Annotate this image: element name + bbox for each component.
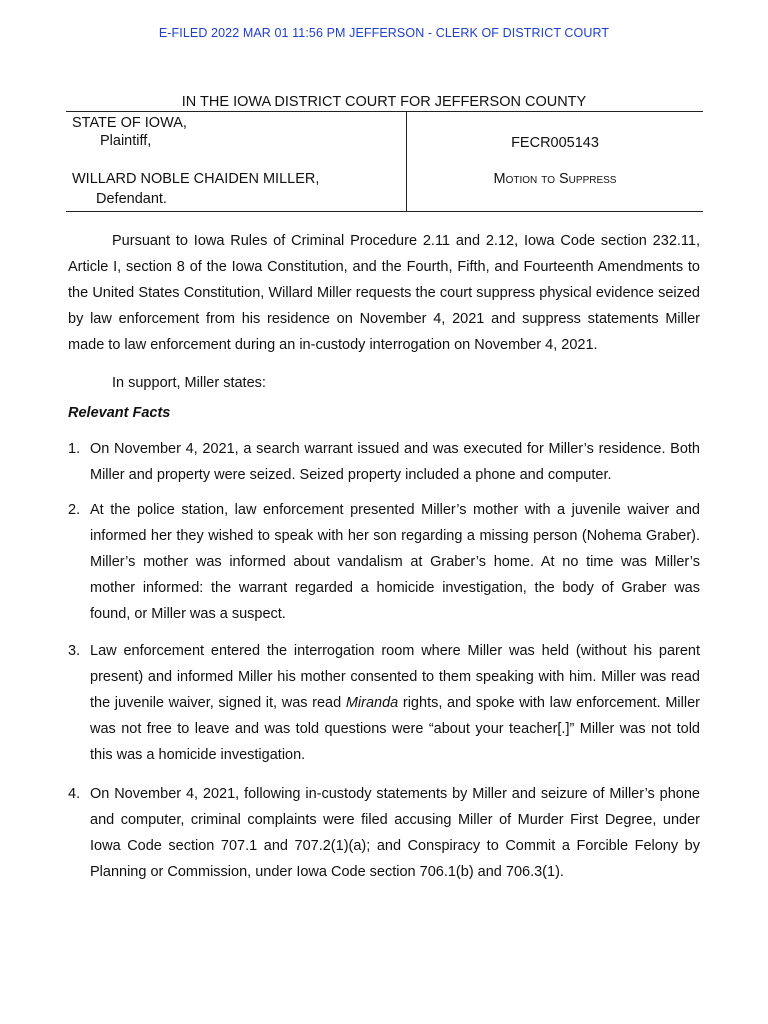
plaintiff-role: Plaintiff, [100,133,152,149]
item-text: On November 4, 2021, a search warrant issued and was executed for Miller’s residence. Both Miller and property were seized. Seized property included a phone and computer. [90,441,700,483]
item-text-part: rights, and spoke with law enforcement. Miller was not free to leave and was told questions were “about your teacher[.]” Miller was not told this was a homicide investigation. [90,695,700,763]
item-text: At the police station, law enforcement presented Miller’s mother with a juvenile waiver and informed her they wished to speak with her son regarding a missing person (Nohema Graber). Miller’s mother was informed about vandalism at Graber’s home. At no time was Miller’s mother informed: the warrant regarded a homicide investigation, the body of Graber was found, or Miller was a suspect. [90,502,700,622]
support-paragraph [68,370,700,396]
support-text: In support, Miller states: [112,375,266,391]
caption-divider [406,112,407,211]
case-number: FECR005143 [511,135,599,151]
intro-paragraph [68,228,700,358]
item-text: On November 4, 2021, following in-custody statements by Miller and seizure of Miller’s phone and computer, criminal complaints were filed accusing Miller of Murder First Degree, under Iowa Code section 707.1 and 707.2(1)(a); and Conspiracy to Commit a Forcible Felony by Planning or Commission, under Iowa Code section 706.1(b) and 706.3(1). [90,786,700,880]
item-number: 4. [68,786,81,802]
item-text [90,638,700,768]
item-text-emphasis: Miranda [345,695,399,711]
case-caption [66,111,703,212]
efiled-stamp: E-FILED 2022 MAR 01 11:56 PM JEFFERSON - CLERK OF DISTRICT COURT [158,26,610,40]
motion-title: Motion to Suppress [493,171,617,187]
list-item [68,638,700,768]
item-text-part: Law enforcement entered the interrogation room where Miller was held (without his parent present) and informed Miller his mother consented to them speaking with him. Miller was read the juvenile waiver, signed it, was read [90,643,700,711]
item-number: 3. [68,643,81,659]
defendant-role: Defendant. [96,191,167,207]
court-title: IN THE IOWA DISTRICT COURT FOR JEFFERSON COUNTY [181,94,587,110]
plaintiff-name: STATE OF IOWA, [72,115,187,131]
list-item [68,781,700,885]
section-heading: Relevant Facts [68,405,171,421]
intro-text: Pursuant to Iowa Rules of Criminal Procedure 2.11 and 2.12, Iowa Code section 232.11, Article I, section 8 of the Iowa Constitution, and the Fourth, Fifth, and Fourteenth Amendments to the United States Constitution, Willard Miller requests the court suppress physical evidence seized by law enforcement from his residence on November 4, 2021 and suppress statements Miller made to law enforcement during an in-custody interrogation on November 4, 2021. [68,233,700,353]
list-item [68,436,700,488]
defendant-name: WILLARD NOBLE CHAIDEN MILLER, [72,171,320,187]
item-number: 1. [68,441,81,457]
list-item [68,497,700,627]
item-number: 2. [68,502,81,518]
